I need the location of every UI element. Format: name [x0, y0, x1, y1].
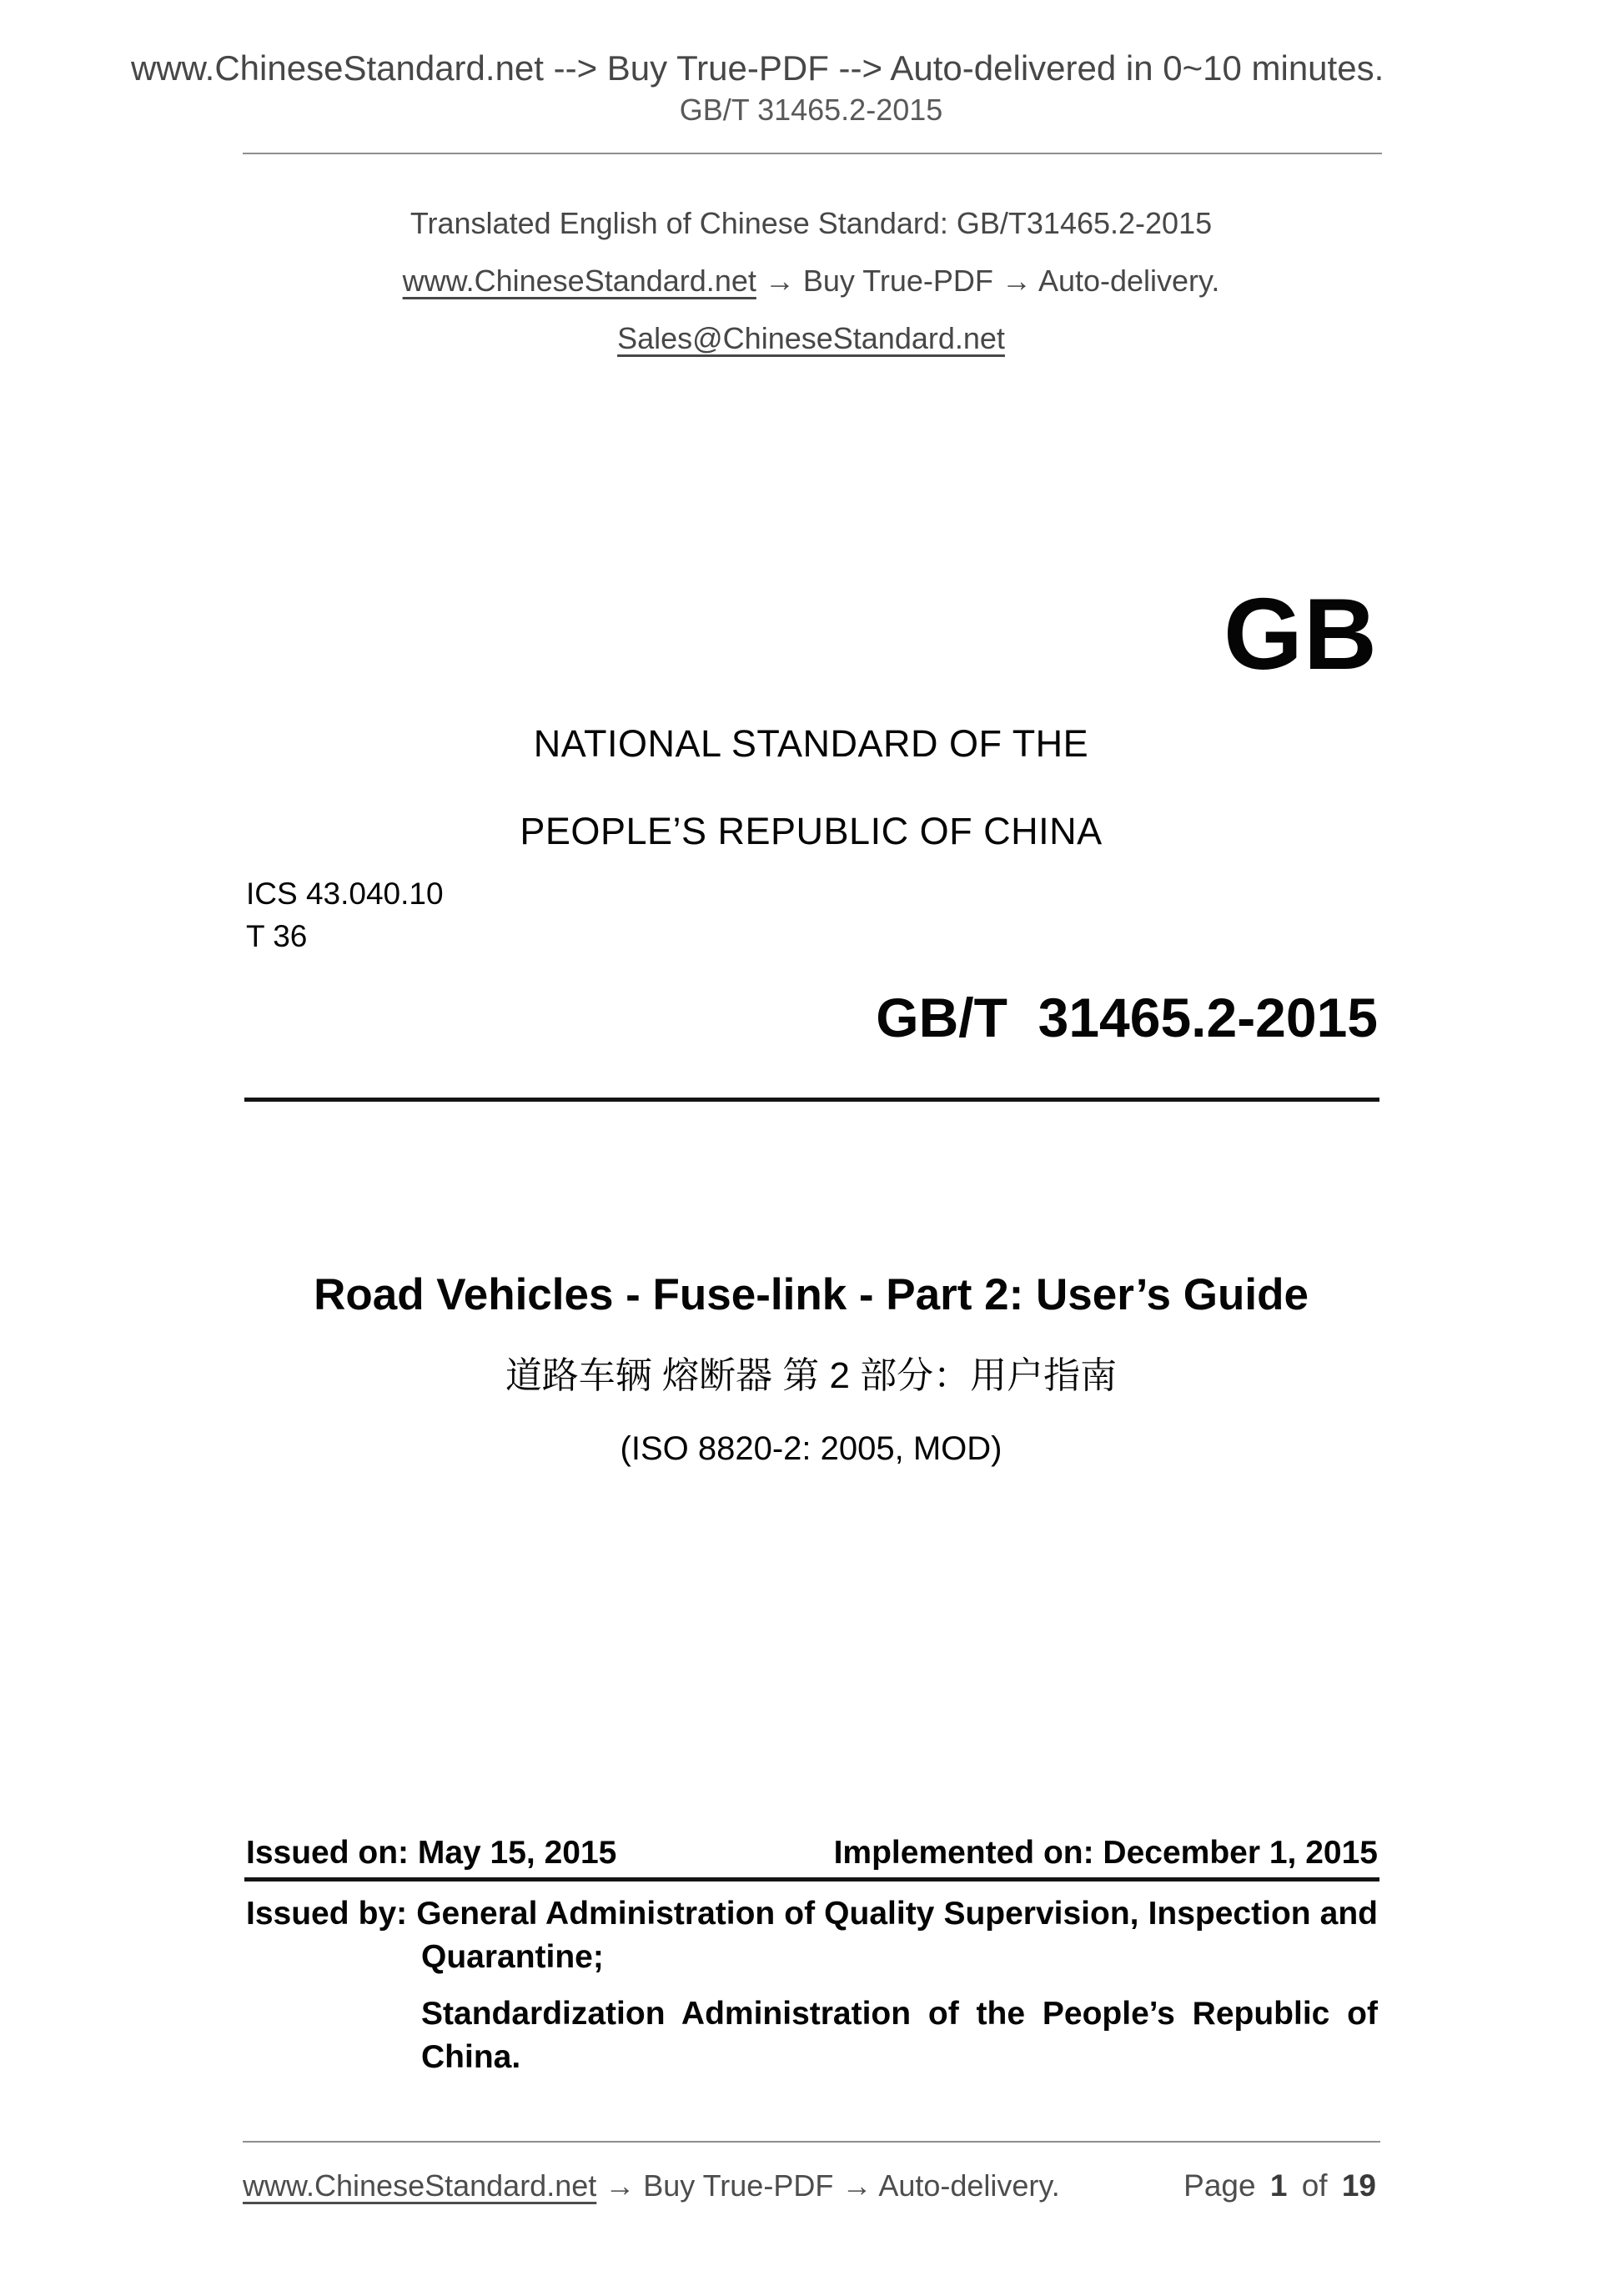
issued-by-line3: Standardization Administration of the People’s Republic of [421, 1996, 1378, 2032]
header-url-line: www.ChineseStandard.net --> Buy True-PDF --> Auto-delivered in 0~10 minutes. [131, 48, 1384, 88]
ics-code: ICS 43.040.10 [246, 877, 444, 911]
intro-translation-note: Translated English of Chinese Standard: GB/T31465.2-2015 [410, 206, 1213, 240]
header-doc-number: GB/T 31465.2-2015 [679, 93, 943, 127]
issued-by-line1: Issued by: General Administration of Quality Supervision, Inspection and [246, 1896, 1378, 1932]
issued-by-line2: Quarantine; [421, 1939, 604, 1975]
doc-title-en: Road Vehicles - Fuse-link - Part 2: User’s Guide [314, 1270, 1309, 1319]
page-current: 1 [1269, 2168, 1288, 2203]
implemented-on-date: Implemented on: December 1, 2015 [833, 1835, 1378, 1871]
issuance-divider [244, 1877, 1379, 1882]
standard-number: GB/T 31465.2-2015 [876, 987, 1378, 1048]
intro-buy-line [244, 264, 1378, 298]
intro-buy-line-rest: → Buy True-PDF → Auto-delivery. [756, 264, 1220, 298]
footer-divider [243, 2141, 1380, 2143]
doc-title-zh: 道路车辆 熔断器 第 2 部分：用户指南 [505, 1355, 1118, 1396]
page-of-label: of [1301, 2168, 1328, 2203]
chinesestandard-link[interactable]: www.ChineseStandard.net [402, 264, 756, 298]
masthead-divider [244, 1098, 1379, 1102]
sales-email-link-row [244, 322, 1378, 355]
national-standard-line2: PEOPLE’S REPUBLIC OF CHINA [520, 810, 1103, 852]
footer-buy-line-rest: → Buy True-PDF → Auto-delivery. [596, 2168, 1060, 2203]
issued-on-date: Issued on: May 15, 2015 [246, 1835, 617, 1871]
classification-code: T 36 [246, 919, 308, 953]
national-standard-line1: NATIONAL STANDARD OF THE [533, 722, 1089, 765]
gb-logo: GB [1224, 577, 1378, 691]
page-label: Page [1183, 2168, 1256, 2203]
header-divider [243, 153, 1382, 154]
footer-chinesestandard-link[interactable]: www.ChineseStandard.net [243, 2168, 597, 2203]
sales-email-link[interactable]: Sales@ChineseStandard.net [617, 321, 1005, 355]
iso-reference: (ISO 8820-2: 2005, MOD) [620, 1430, 1002, 1467]
page-total: 19 [1341, 2168, 1376, 2203]
page-indicator [1183, 2169, 1376, 2203]
footer-url-line [243, 2169, 1060, 2203]
issued-by-line4: China. [421, 2039, 521, 2075]
